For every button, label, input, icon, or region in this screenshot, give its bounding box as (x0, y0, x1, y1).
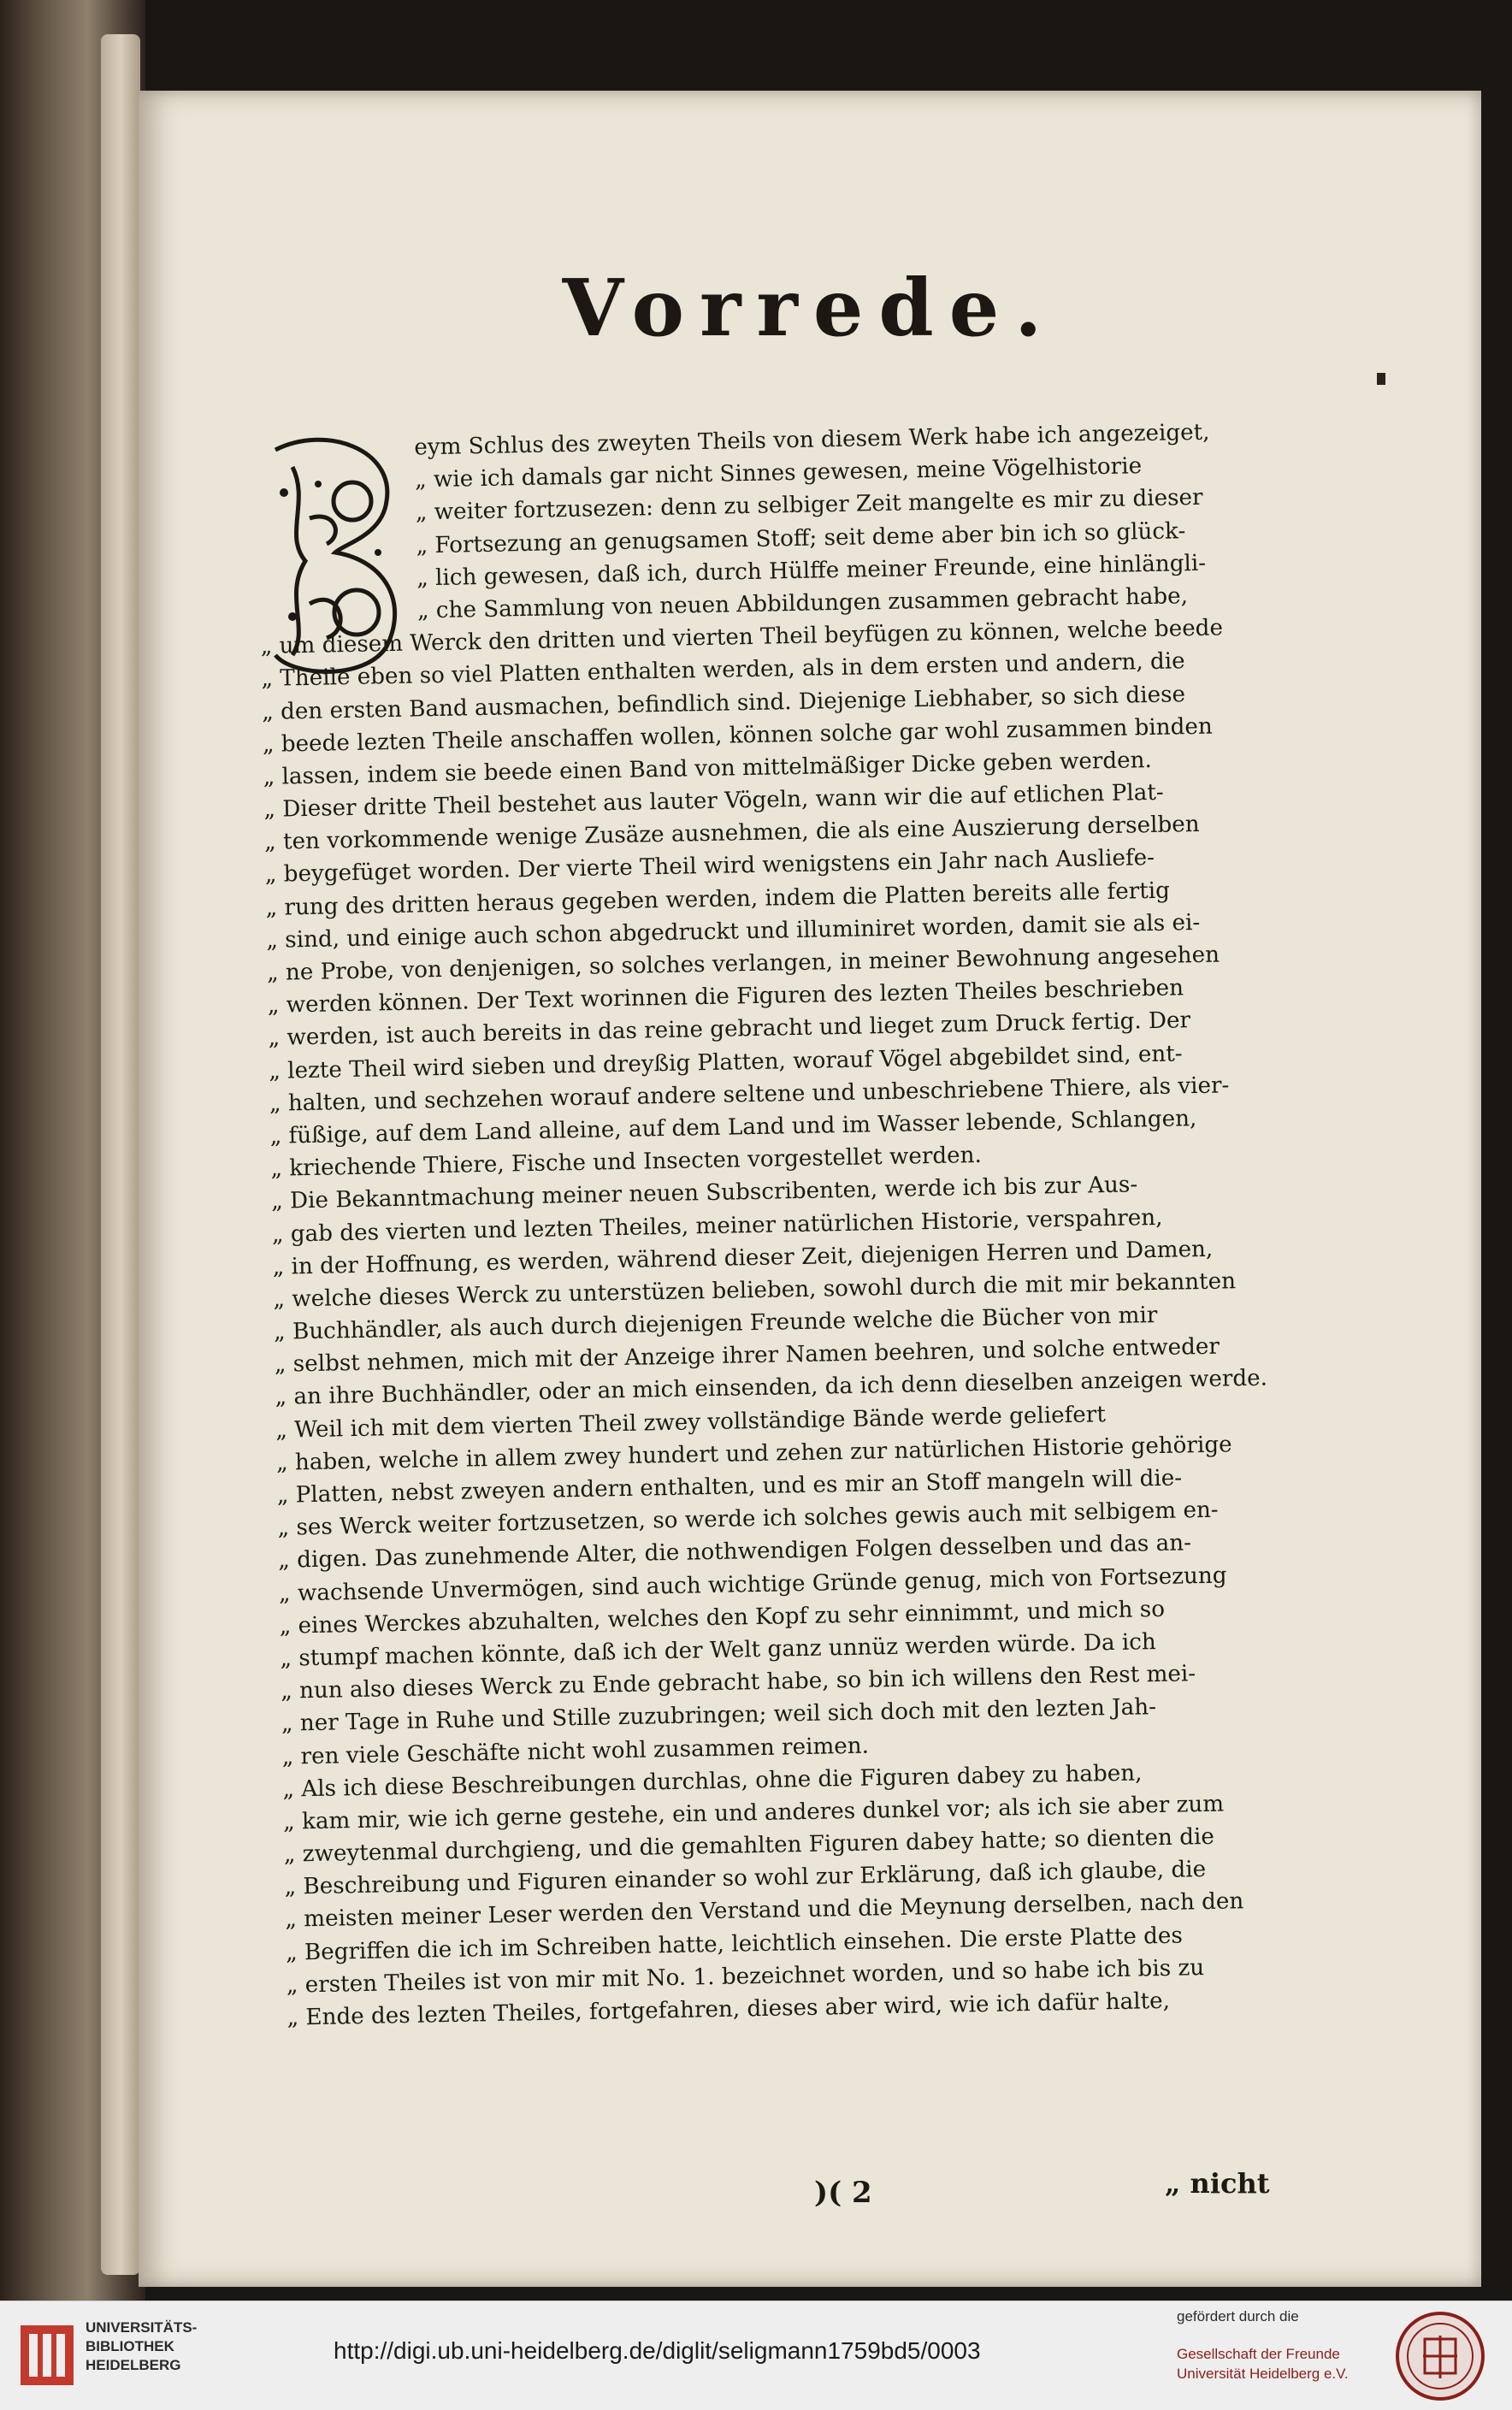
catchword: „ nicht (1165, 2167, 1270, 2200)
text-line: „ Weil ich mit dem vierten Theil zwey vollständige Bände werde geliefert (275, 1401, 1107, 1444)
text-line: „ wachsende Unvermögen, sind auch wichtige Gründe genug, mich von Fortsezung (278, 1562, 1227, 1607)
text-line: „ stumpf machen könnte, daß ich der Welt ganz unnüz werden würde. Da ich (280, 1629, 1157, 1672)
book-page-edges (101, 34, 140, 2275)
university-library-logo-icon[interactable] (17, 2318, 77, 2392)
viewer-footer (0, 2301, 1512, 2410)
society-name-line: Universität Heidelberg e.V. (1177, 2366, 1349, 2382)
sponsor-label: gefördert durch die (1177, 2308, 1299, 2324)
text-line: „ Platten, nebst zweyen andern enthalten, und es mir an Stoff mangeln will die- (276, 1465, 1183, 1509)
text-line: „ ersten Theiles ist von mir mit No. 1. bezeichnet worden, und so habe ich bis zu (286, 1954, 1205, 1999)
sponsor-society-link[interactable] (1177, 2344, 1349, 2383)
text-line: „ Die Bekanntmachung meiner neuen Subscribenten, werde ich bis zur Aus- (270, 1172, 1138, 1215)
text-line: „ an ihre Buchhändler, oder an mich einsenden, da ich denn dieselben anzeigen werde. (275, 1365, 1268, 1411)
text-line: „ sind, und einige auch schon abgedruckt und illuminiret worden, damit sie als ei- (266, 909, 1201, 954)
text-line: „ kriechende Thiere, Fische und Insecten vorgestellet werden. (270, 1143, 983, 1182)
text-line: „ lassen, indem sie beede einen Band von mittelmäßiger Dicke geben werden. (263, 747, 1153, 790)
text-line: „ lich gewesen, daß ich, durch Hülffe meiner Freunde, eine hinlängli- (416, 550, 1207, 592)
text-line: „ wie ich damals gar nicht Sinnes gewesen, meine Vögelhistorie (414, 453, 1143, 493)
library-name-line: HEIDELBERG (86, 2357, 181, 2373)
text-line: „ weiter fortzusezen: denn zu selbiger Zeit mangelte es mir zu dieser (415, 485, 1203, 526)
text-line: „ um diesem Werck den dritten und vierten Theil beyfügen zu können, welche beede (260, 615, 1224, 660)
text-line: „ Begriffen die ich im Schreiben hatte, leichtlich einsehen. Die erste Platte des (285, 1923, 1184, 1966)
text-line: eym Schlus des zweyten Theils von diesem Werk habe ich angezeiget, (414, 419, 1210, 461)
text-line: „ werden, ist auch bereits in das reine gebracht und lieget zum Druck fertig. Der (268, 1007, 1191, 1052)
text-line: „ beede lezten Theile anschaffen wollen, können solche gar wohl zusammen binden (262, 713, 1214, 758)
text-line: „ beygefüget worden. Der vierte Theil wird wenigstens ein Jahr nach Ausliefe- (264, 845, 1155, 889)
library-name-line: BIBLIOTHEK (86, 2338, 174, 2354)
text-line: „ ses Werck weiter fortzusetzen, so werde ich solches gewis auch mit selbigem en- (277, 1497, 1219, 1541)
text-line: „ zweytenmal durchgieng, und die gemahlten Figuren dabey hatte; so dienten die (283, 1823, 1215, 1868)
document-url-link[interactable]: http://digi.ub.uni-heidelberg.de/diglit/seligmann1759bd5/0003 (334, 2337, 981, 2364)
text-line: „ Buchhändler, als auch durch diejenigen Freunde welche die Bücher von mir (273, 1302, 1158, 1345)
society-name-line: Gesellschaft der Freunde (1177, 2346, 1340, 2362)
text-line: „ ner Tage in Ruhe und Stille zuzubringen; weil sich doch mit den lezten Jah- (281, 1694, 1157, 1738)
text-line: „ werden können. Der Text worinnen die Figuren des lezten Theiles beschrieben (267, 975, 1184, 1019)
text-line: „ Dieser dritte Theil bestehet aus lauter Vögeln, wann wir die auf etlichen Plat- (263, 779, 1164, 823)
text-line: „ ten vorkommende wenige Zusäze ausnehmen, die als eine Auszierung derselben (263, 812, 1200, 856)
text-line: „ nun also dieses Werck zu Ende gebracht habe, so bin ich willens den Rest mei- (280, 1661, 1196, 1704)
text-line: „ rung des dritten heraus gegeben werden, indem die Platten bereits alle fertig (265, 877, 1171, 921)
text-line: „ eines Werckes abzuhalten, welches den Kopf zu sehr einnimmt, und mich so (279, 1596, 1166, 1639)
text-line: „ meisten meiner Leser werden den Verstand und die Meynung derselben, nach den (285, 1888, 1244, 1934)
text-line: „ Ende des lezten Theiles, fortgefahren, dieses aber wird, wie ich dafür halte, (286, 1988, 1171, 2031)
text-line: „ haben, welche in allem zwey hundert und zehen zur natürlichen Historie gehörige (275, 1432, 1232, 1476)
signature-mark: )( 2 (814, 2176, 872, 2210)
text-line: „ Beschreibung und Figuren einander so wohl zur Erklärung, daß ich glaube, die (284, 1857, 1207, 1900)
text-line: „ den ersten Band ausmachen, befindlich sind. Diejenige Liebhaber, so sich diese (261, 681, 1186, 725)
text-line: „ gab des vierten und lezten Theiles, meiner natürlichen Historie, verspahren, (271, 1204, 1163, 1248)
text-line: „ Fortsezung an genugsamen Stoff; seit deme aber bin ich so glück- (416, 517, 1186, 559)
text-line: „ lezte Theil wird sieben und dreyßig Platten, worauf Vögel abgebildet sind, ent- (269, 1040, 1183, 1084)
book-page (139, 91, 1481, 2287)
body-text (257, 412, 1429, 2034)
page-title: Vorrede. (562, 262, 1058, 354)
library-name (86, 2318, 197, 2375)
text-line: „ füßige, auf dem Land alleine, auf dem Land und im Wasser lebende, Schlangen, (269, 1105, 1197, 1149)
text-line: „ Theile eben so viel Platten enthalten werden, als in dem ersten und andern, die (261, 648, 1185, 693)
text-line: „ ne Probe, von denjenigen, so solches verlangen, in meiner Bewohnung angesehen (266, 942, 1220, 986)
text-line: „ Als ich diese Beschreibungen durchlas, ohne die Figuren dabey zu haben, (282, 1760, 1143, 1803)
ink-mark (1377, 373, 1385, 385)
text-line: „ halten, und sechzehen worauf andere seltene und unbeschriebene Thiere, als vier- (269, 1072, 1230, 1117)
text-line: „ in der Hoffnung, es werden, während dieser Zeit, diejenigen Herren und Damen, (272, 1236, 1214, 1280)
text-line: „ ren viele Geschäfte nicht wohl zusammen reimen. (281, 1733, 870, 1770)
library-name-line: UNIVERSITÄTS- (86, 2319, 198, 2336)
text-line: „ kam mir, wie ich gerne gestehe, ein und anderes dunkel vor; als ich sie aber zum (282, 1791, 1225, 1835)
text-line: „ digen. Das zunehmende Alter, die nothwendigen Folgen desselben und das an- (278, 1530, 1192, 1574)
text-line: „ welche dieses Werck zu unterstüzen belieben, sowohl durch die mit mir bekannten (273, 1268, 1237, 1313)
university-seal-icon (1394, 2310, 1486, 2402)
text-line: „ che Sammlung von neuen Abbildungen zusammen gebracht habe, (416, 583, 1189, 624)
text-line: „ selbst nehmen, mich mit der Anzeige ihrer Namen beehren, und solche entweder (274, 1333, 1220, 1379)
